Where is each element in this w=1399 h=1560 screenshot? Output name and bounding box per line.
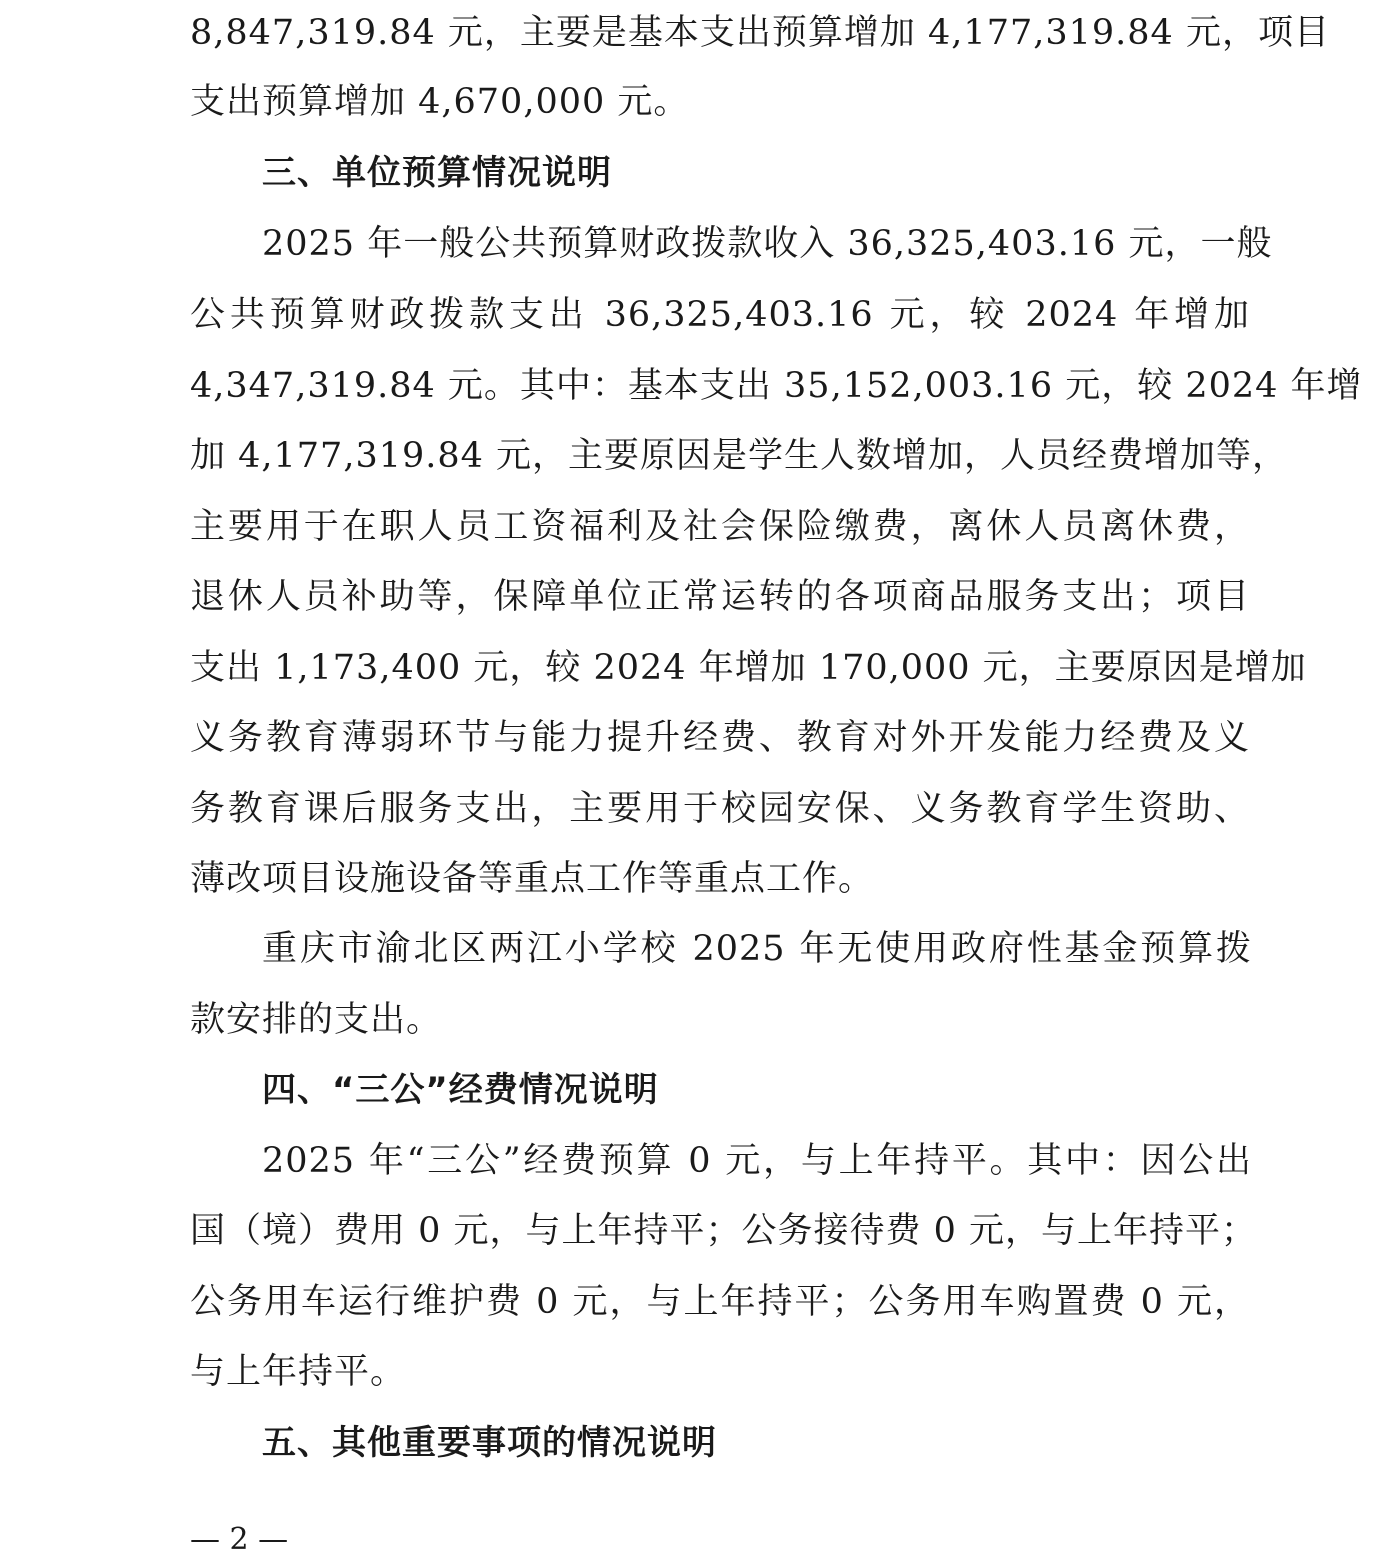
- page-number: — 2 —: [190, 1522, 289, 1557]
- section-heading-4: 四、“三公”经费情况说明: [262, 1070, 659, 1110]
- paragraph-line: 国（境）费用 0 元，与上年持平；公务接待费 0 元，与上年持平；: [190, 1211, 1258, 1251]
- paragraph-line: 义务教育薄弱环节与能力提升经费、教育对外开发能力经费及义: [190, 718, 1250, 758]
- paragraph-line: 退休人员补助等，保障单位正常运转的各项商品服务支出；项目: [190, 577, 1250, 617]
- section-heading-5: 五、其他重要事项的情况说明: [262, 1423, 717, 1463]
- paragraph-line: 公共预算财政拨款支出 36,325,403.16 元，较 2024 年增加: [190, 295, 1250, 335]
- paragraph-line: 4,347,319.84 元。其中：基本支出 35,152,003.16 元，较 2024 年增: [190, 366, 1363, 406]
- paragraph-line: 重庆市渝北区两江小学校 2025 年无使用政府性基金预算拨: [262, 929, 1252, 969]
- paragraph-line: 主要用于在职人员工资福利及社会保险缴费，离休人员离休费，: [190, 507, 1250, 547]
- paragraph-line: 款安排的支出。: [190, 1000, 443, 1040]
- paragraph-line: 8,847,319.84 元，主要是基本支出预算增加 4,177,319.84 元，项目: [190, 13, 1330, 53]
- paragraph-line: 加 4,177,319.84 元，主要原因是学生人数增加，人员经费增加等，: [190, 436, 1289, 476]
- paragraph-line: 与上年持平。: [190, 1352, 407, 1392]
- paragraph-line: 公务用车运行维护费 0 元，与上年持平；公务用车购置费 0 元，: [190, 1282, 1250, 1322]
- paragraph-line: 2025 年一般公共预算财政拨款收入 36,325,403.16 元，一般: [262, 224, 1273, 264]
- paragraph-line: 2025 年“三公”经费预算 0 元，与上年持平。其中：因公出: [262, 1141, 1252, 1181]
- paragraph-line: 支出预算增加 4,670,000 元。: [190, 82, 690, 122]
- section-heading-3: 三、单位预算情况说明: [262, 153, 612, 193]
- paragraph-line: 支出 1,173,400 元，较 2024 年增加 170,000 元，主要原因是增加: [190, 648, 1307, 688]
- paragraph-line: 薄改项目设施设备等重点工作等重点工作。: [190, 859, 875, 899]
- paragraph-line: 务教育课后服务支出，主要用于校园安保、义务教育学生资助、: [190, 789, 1250, 829]
